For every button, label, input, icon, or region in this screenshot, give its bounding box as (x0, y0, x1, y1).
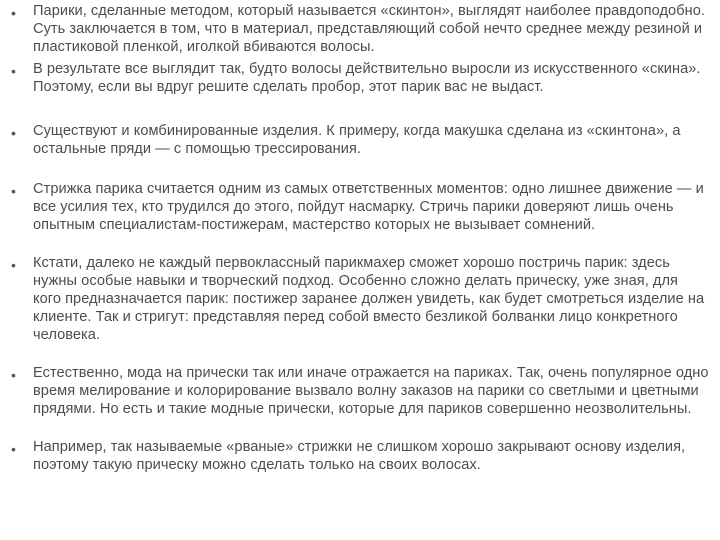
paragraph-text: Стрижка парика считается одним из самых ответственных моментов: одно лишнее движение — и все усилия тех, кто трудился до этого, пойдут насмарку. Стричь парики доверяют лишь очень опытным специалистам-постижерам, мастерство которых не вызывает сомнений. (33, 181, 704, 233)
bullet-dot: • (11, 125, 16, 141)
bullet-dot: • (11, 5, 16, 21)
bullet-dot: • (11, 441, 16, 457)
paragraph-text: Естественно, мода на прически так или иначе отражается на париках. Так, очень популярное одно время мелирование и колорирование вызвало волну заказов на парики со светлыми и цветными прядями. Но есть и такие модные прически, которые для париков совершенно неозволительны. (33, 365, 709, 417)
bullet-dot: • (11, 183, 16, 199)
bullet-dot: • (11, 63, 16, 79)
paragraph-text: Парики, сделанные методом, который называется «скинтон», выглядят наиболее правдоподобно. Суть заключается в том, что в материал, представляющий собой нечто среднее между резиной и пластиковой пленкой, иголкой вбиваются волосы. (33, 3, 705, 55)
bullet-dot: • (11, 257, 16, 273)
bullet-dot: • (11, 367, 16, 383)
paragraph-text: Существуют и комбинированные изделия. К примеру, когда макушка сделана из «скинтона», а остальные пряди — с помощью трессирования. (33, 123, 681, 157)
paragraph-text: Например, так называемые «рваные» стрижки не слишком хорошо закрывают основу изделия, поэтому такую прическу можно сделать только на своих волосах. (33, 439, 686, 473)
paragraph-text: В результате все выглядит так, будто волосы действительно выросли из искусственного «скина». Поэтому, если вы вдруг решите сделать пробор, этот парик вас не выдаст. (33, 61, 701, 95)
paragraph-text: Кстати, далеко не каждый первоклассный парикмахер сможет хорошо постричь парик: здесь нужны особые навыки и творческий подход. Особенно сложно делать прическу, уже зная, для кого предназначается парик: постижер заранее должен увидеть, как будет смотреться изделие на клиенте. Так и стригут: представляя перед собой вместо безликой болванки лицо конкретного человека. (33, 255, 705, 343)
